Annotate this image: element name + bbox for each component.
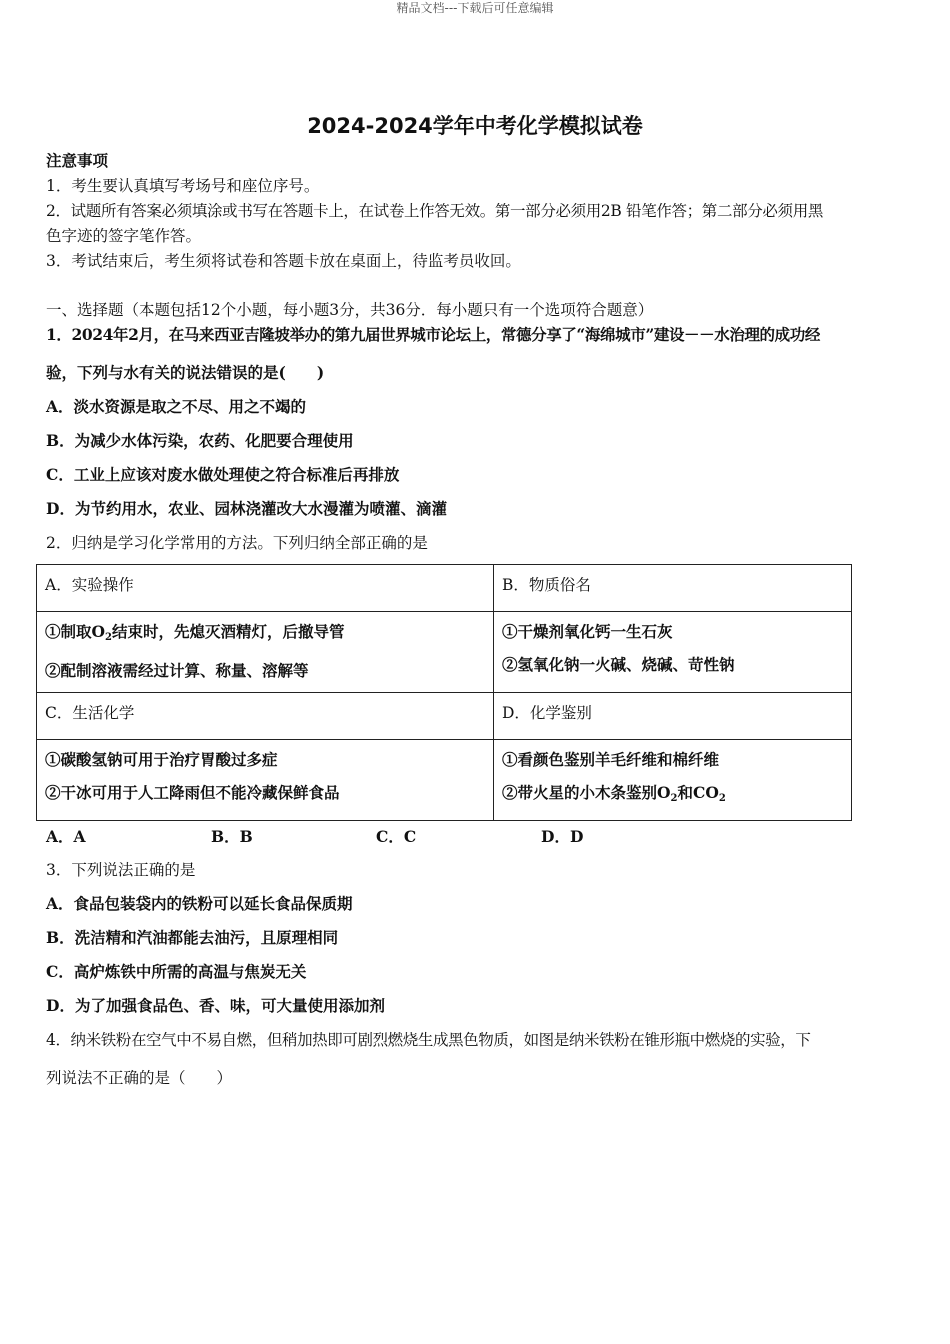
q2-answer-b: B．B — [211, 827, 253, 846]
d-head-text: D．化学鉴别 — [502, 704, 592, 722]
q1-stem-line1: 1．2024年2月，在马来西亚吉隆坡举办的第九届世界城市论坛上，常德分享了“海绵城市”建设－－水治理的成功经 — [46, 325, 820, 344]
q4-stem-line1: 4．纳米铁粉在空气中不易自燃，但稍加热即可剧烈燃烧生成黑色物质，如图是纳米铁粉在锥形瓶中燃烧的实验，下 — [46, 1031, 811, 1049]
notice-item-2-cont: 色字迹的签字笔作答。 — [46, 227, 202, 245]
table-cell-d-head — [494, 693, 852, 740]
q2-options-table — [36, 564, 852, 821]
notice-item-3: 3．考试结束后，考生须将试卷和答题卡放在桌面上，待监考员收回。 — [46, 252, 521, 270]
q2-answer-a: A．A — [46, 827, 86, 846]
c-head-text: C．生活化学 — [45, 704, 135, 722]
q3-option-a: A．食品包装袋内的铁粉可以延长食品保质期 — [46, 894, 353, 913]
q2-answers — [46, 826, 906, 848]
table-cell-b-head — [494, 565, 852, 612]
q3-option-d: D．为了加强食品色、香、味，可大量使用添加剂 — [46, 996, 385, 1015]
q1-stem-line2: 验，下列与水有关的说法错误的是( ) — [46, 363, 325, 382]
table-cell-b-body — [494, 612, 852, 693]
table-cell-a-body — [37, 612, 494, 693]
a-item-1-post: 结束时，先熄灭酒精灯，后撤导管 — [111, 622, 345, 641]
a-item-1-sub: 2 — [105, 632, 112, 643]
notice-item-2: 2．试题所有答案必须填涂或书写在答题卡上，在试卷上作答无效。第一部分必须用2B 铅笔作答；第二部分必须用黑 — [46, 202, 823, 220]
table-cell-c-head — [37, 693, 494, 740]
d-item-2-sub2: 2 — [718, 793, 726, 804]
q1-option-c: C．工业上应该对废水做处理使之符合标准后再排放 — [46, 465, 400, 484]
q4-stem-line2: 列说法不正确的是（ ） — [46, 1069, 233, 1087]
watermark-header: 精品文档---下载后可任意编辑 — [396, 1, 554, 15]
b-head-text: B．物质俗名 — [502, 576, 591, 594]
d-item-2 — [502, 782, 843, 810]
q1-option-d: D．为节约用水，农业、园林浇灌改大水漫灌为喷灌、滴灌 — [46, 499, 447, 518]
a-item-1 — [45, 621, 485, 649]
notice-heading: 注意事项 — [46, 151, 109, 170]
d-item-2-pre: ②带火星的小木条鉴别O — [502, 783, 671, 802]
table-cell-d-body — [494, 740, 852, 821]
d-item-1: ①看颜色鉴别羊毛纤维和棉纤维 — [502, 750, 720, 769]
c-item-1: ①碳酸氢钠可用于治疗胃酸过多症 — [45, 750, 278, 769]
q1-option-b: B．为减少水体污染，农药、化肥要合理使用 — [46, 431, 354, 450]
a-item-1-pre: ①制取O — [45, 622, 106, 641]
q2-answer-c: C．C — [376, 827, 417, 846]
q2-stem: 2．归纳是学习化学常用的方法。下列归纳全部正确的是 — [46, 534, 428, 552]
b-item-1: ①干燥剂氧化钙一生石灰 — [502, 622, 673, 641]
d-item-2-sub1: 2 — [670, 793, 678, 804]
q3-option-c: C．高炉炼铁中所需的高温与焦炭无关 — [46, 962, 307, 981]
notice-item-1: 1．考生要认真填写考场号和座位序号。 — [46, 177, 320, 195]
q2-answer-d: D．D — [541, 827, 584, 846]
c-item-2: ②干冰可用于人工降雨但不能冷藏保鲜食品 — [45, 783, 340, 802]
a-item-2: ②配制溶液需经过计算、称量、溶解等 — [45, 661, 309, 680]
q1-option-a: A．淡水资源是取之不尽、用之不竭的 — [46, 397, 307, 416]
q3-stem: 3．下列说法正确的是 — [46, 861, 196, 879]
page-title: 2024-2024学年中考化学模拟试卷 — [307, 114, 643, 138]
d-item-2-mid: 和CO — [677, 783, 719, 802]
section-heading: 一、选择题（本题包括12个小题，每小题3分，共36分．每小题只有一个选项符合题意） — [46, 301, 654, 319]
table-cell-a-head — [37, 565, 494, 612]
q3-option-b: B．洗洁精和汽油都能去油污，且原理相同 — [46, 928, 339, 947]
a-head-text: A．实验操作 — [45, 576, 134, 594]
table-cell-c-body — [37, 740, 494, 821]
b-item-2: ②氢氧化钠一火碱、烧碱、苛性钠 — [502, 655, 735, 674]
